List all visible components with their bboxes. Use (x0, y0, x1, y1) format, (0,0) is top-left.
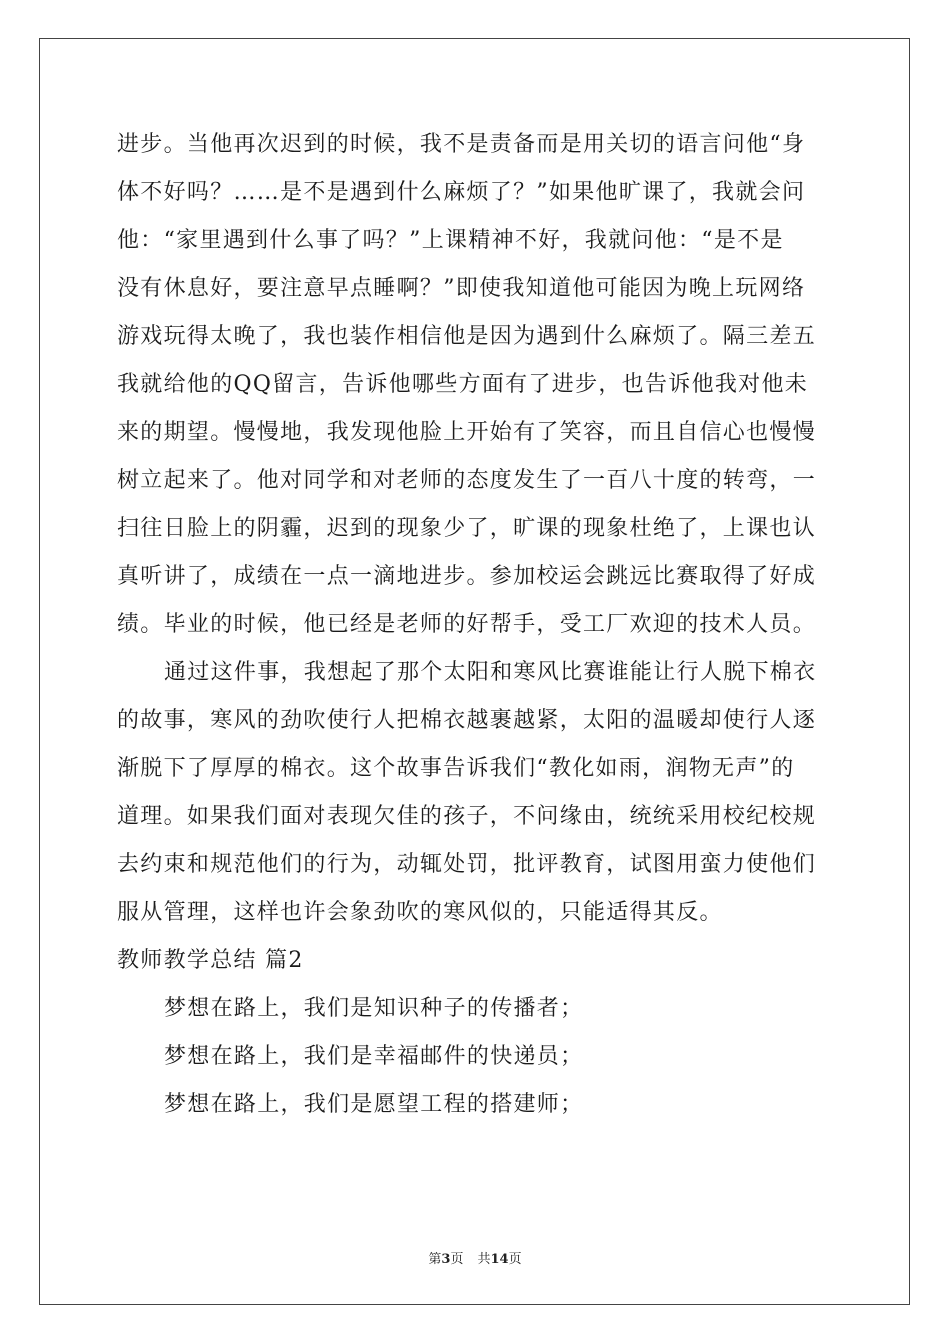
footer-prefix: 第 (428, 1252, 442, 1267)
footer-total-suffix: 页 (508, 1252, 522, 1267)
section-heading: 教师教学总结 篇2 (117, 948, 304, 973)
poem-line: 梦想在路上，我们是知识种子的传播者； (164, 996, 584, 1021)
paragraph-line: 来的期望。慢慢地，我发现他脸上开始有了笑容，而且自信心也慢慢 (117, 420, 817, 445)
paragraph-line: 没有休息好，要注意早点睡啊？”即使我知道他可能因为晚上玩网络 (117, 276, 806, 301)
poem-line: 梦想在路上，我们是幸福邮件的快递员； (164, 1044, 584, 1069)
paragraph-line: 树立起来了。他对同学和对老师的态度发生了一百八十度的转弯，一 (117, 468, 817, 493)
paragraph-line: 游戏玩得太晚了，我也装作相信他是因为遇到什么麻烦了。隔三差五 (117, 324, 817, 349)
paragraph-line: 去约束和规范他们的行为，动辄处罚，批评教育，试图用蛮力使他们 (117, 852, 817, 877)
page-footer (0, 1248, 950, 1267)
paragraph-line: 进步。当他再次迟到的时候，我不是责备而是用关切的语言问他“身 (117, 132, 806, 157)
paragraph-line: 的故事，寒风的劲吹使行人把棉衣越裹越紧，太阳的温暖却使行人逐 (117, 708, 817, 733)
paragraph-line: 体不好吗？……是不是遇到什么麻烦了？”如果他旷课了，我就会问 (117, 180, 806, 205)
paragraph-line: 扫往日脸上的阴霾，迟到的现象少了，旷课的现象杜绝了，上课也认 (117, 516, 817, 541)
footer-total-prefix: 共 (477, 1252, 491, 1267)
paragraph-line: 绩。毕业的时候，他已经是老师的好帮手，受工厂欢迎的技术人员。 (117, 612, 817, 637)
total-pages-number: 14 (490, 1252, 509, 1267)
paragraph-line: 服从管理，这样也许会象劲吹的寒风似的，只能适得其反。 (117, 900, 723, 925)
paragraph-line: 道理。如果我们面对表现欠佳的孩子，不问缘由，统统采用校纪校规 (117, 804, 817, 829)
paragraph-line: 渐脱下了厚厚的棉衣。这个故事告诉我们“教化如雨，润物无声”的 (117, 756, 795, 781)
paragraph-line: 他：“家里遇到什么事了吗？”上课精神不好，我就问他：“是不是 (117, 228, 784, 253)
paragraph-line: 通过这件事，我想起了那个太阳和寒风比赛谁能让行人脱下棉衣 (164, 660, 817, 685)
paragraph-line: 真听讲了，成绩在一点一滴地进步。参加校运会跳远比赛取得了好成 (117, 564, 817, 589)
footer-page-word: 页 (450, 1252, 464, 1267)
page-body (117, 121, 837, 1129)
paragraph-line: 我就给他的QQ留言，告诉他哪些方面有了进步，也告诉他我对他未 (117, 372, 809, 397)
current-page-number: 3 (441, 1252, 451, 1267)
poem-line: 梦想在路上，我们是愿望工程的搭建师； (164, 1092, 584, 1117)
